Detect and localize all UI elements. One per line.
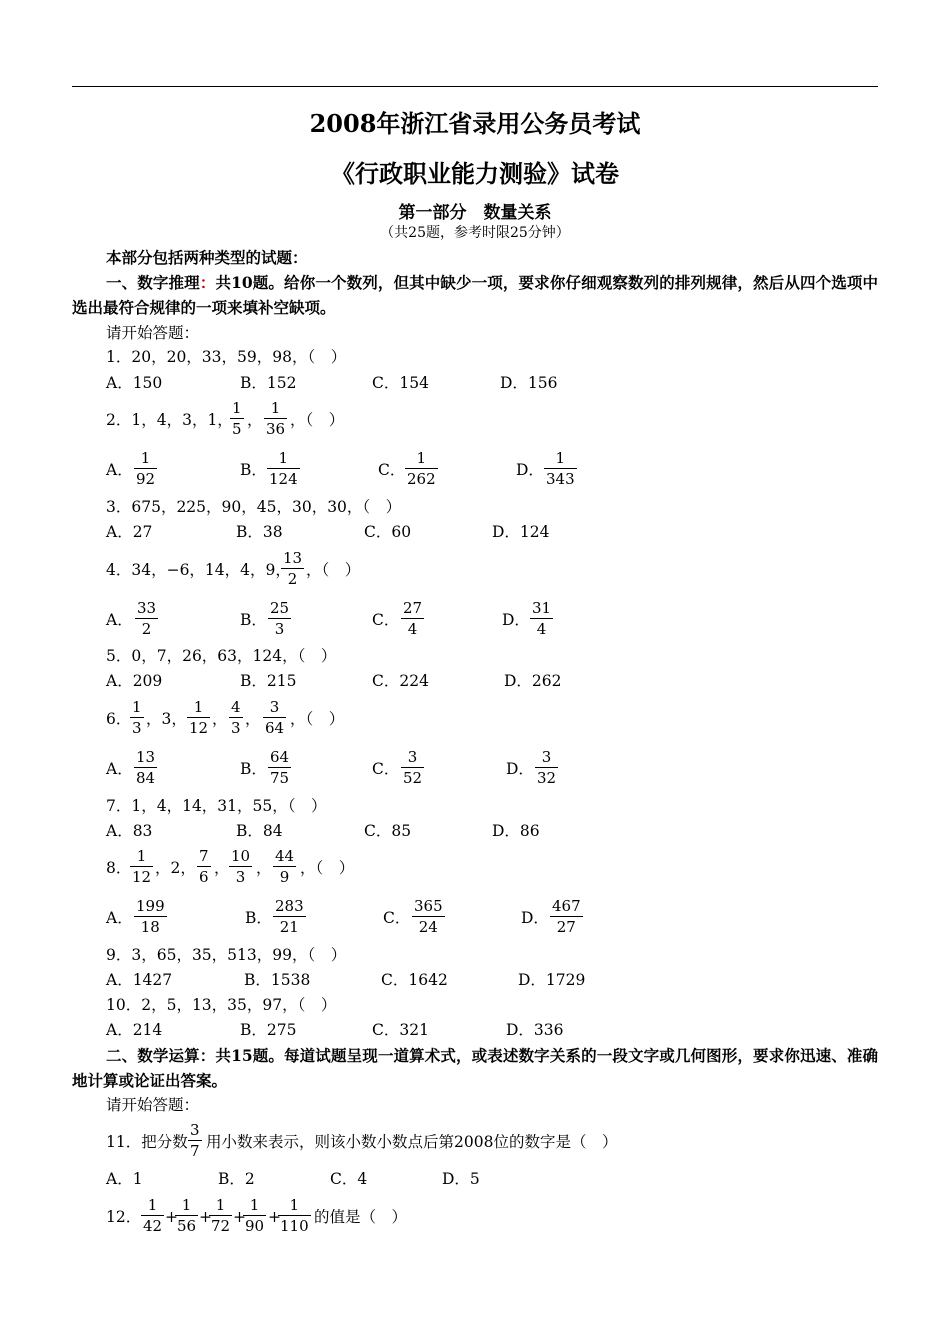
q2-stem: 2．1，4，3，1， [106, 411, 233, 429]
q8-fraction-4: $\frac{44}{9}$ [275, 847, 295, 886]
q4-option-d: D． [502, 611, 530, 629]
q1-option-d: D．156 [500, 374, 558, 392]
q2-tail: ，（ ） [290, 411, 345, 429]
q4-option-a: A． [106, 611, 133, 629]
q8-separator-3: ， [256, 859, 272, 877]
q8-option-d: D． [521, 909, 549, 927]
q9-option-a: A．1427 [106, 971, 173, 989]
section2-start: 请开始答题： [106, 1096, 200, 1114]
q1-option-c: C．154 [372, 374, 429, 392]
q4-option-c: C． [372, 611, 400, 629]
q12-fraction-2: $\frac{1}{56}$ [177, 1196, 197, 1235]
q12-plus-1: + [165, 1208, 178, 1226]
q12-fraction-1: $\frac{1}{42}$ [143, 1196, 163, 1235]
q8-option-b: B． [245, 909, 272, 927]
q1-option-b: B．152 [240, 374, 297, 392]
q8-fraction-3: $\frac{10}{3}$ [231, 847, 251, 886]
q3-stem: 3．675，225，90，45，30，30，（ ） [106, 498, 402, 516]
q5-option-d: D．262 [504, 672, 562, 690]
q11-stem-suffix: 用小数来表示，则该小数小数点后第2008位的数字是（ ） [206, 1133, 618, 1151]
q2-option-d-fraction: $\frac{1}{343}$ [546, 449, 575, 488]
section1-colon: ： [199, 273, 216, 292]
q11-fraction: $\frac{3}{7}$ [190, 1121, 200, 1160]
q2-option-d: D． [516, 461, 544, 479]
q2-fraction-1: $\frac{1}{5}$ [232, 399, 242, 438]
q12-plus-2: + [199, 1208, 212, 1226]
q4-option-b-fraction: $\frac{25}{3}$ [270, 599, 290, 638]
q1-stem: 1．20，20，33，59，98，（ ） [106, 348, 347, 366]
part-heading: 第一部分 数量关系 [398, 203, 552, 223]
q2-option-a: A． [106, 461, 133, 479]
q8-option-d-fraction: $\frac{467}{27}$ [552, 897, 581, 936]
q8-option-c-fraction: $\frac{365}{24}$ [414, 897, 443, 936]
q3-option-d: D．124 [492, 523, 550, 541]
q2-option-c: C． [378, 461, 406, 479]
q6-separator-3: ， [245, 710, 261, 728]
q6-option-d-fraction: $\frac{3}{32}$ [537, 748, 557, 787]
q5-option-a: A．209 [106, 672, 163, 690]
q7-stem: 7．1，4，14，31，55，（ ） [106, 797, 327, 815]
q9-option-b: B．1538 [244, 971, 311, 989]
q10-option-c: C．321 [372, 1021, 429, 1039]
q10-option-d: D．336 [506, 1021, 564, 1039]
time-note: （共25题，参考时限25分钟） [380, 225, 570, 241]
q11-option-c: C．4 [330, 1170, 368, 1188]
q3-option-b: B．38 [236, 523, 283, 541]
q1-option-a: A．150 [106, 374, 163, 392]
q8-option-a-fraction: $\frac{199}{18}$ [136, 897, 165, 936]
q2-option-b-fraction: $\frac{1}{124}$ [269, 449, 298, 488]
q4-stem: 4．34，−6，14，4，9， [106, 561, 291, 579]
q3-option-a: A．27 [106, 523, 153, 541]
q2-separator: ， [247, 411, 263, 429]
q11-option-b: B．2 [218, 1170, 255, 1188]
q12-plus-4: + [268, 1208, 281, 1226]
top-rule [72, 86, 878, 87]
q7-option-a: A．83 [106, 822, 153, 840]
q8-option-a: A． [106, 909, 133, 927]
q12-fraction-4: $\frac{1}{90}$ [245, 1196, 265, 1235]
q6-stem: 6． [106, 710, 132, 728]
q12-prefix: 12． [106, 1208, 142, 1226]
q7-option-c: C．85 [364, 822, 412, 840]
q4-option-d-fraction: $\frac{31}{4}$ [532, 599, 552, 638]
exam-title: 2008年浙江省录用公务员考试 [309, 109, 641, 138]
section1-start: 请开始答题： [106, 324, 200, 342]
q8-option-c: C． [383, 909, 411, 927]
section1-instructions [72, 270, 878, 320]
q11-stem-prefix: 11．把分数 [106, 1133, 188, 1151]
exam-subtitle: 《行政职业能力测验》试卷 [331, 159, 619, 188]
q2-fraction-2: $\frac{1}{36}$ [266, 399, 286, 438]
q6-option-a-fraction: $\frac{13}{84}$ [136, 748, 156, 787]
section1-description: 共10题。给你一个数列，但其中缺少一项，要求你仔细观察数列的排列规律，然后从四个选项中选出最符合规律的一项来填补空缺项。 [72, 273, 878, 317]
q6-fraction-4: $\frac{3}{64}$ [265, 698, 285, 737]
q9-stem: 9．3，65，35，513，99，（ ） [106, 946, 347, 964]
q6-separator-2: ， [212, 710, 228, 728]
q8-tail: ，（ ） [300, 859, 355, 877]
q4-tail: ，（ ） [306, 561, 361, 579]
q12-suffix: 的值是（ ） [314, 1208, 408, 1226]
q8-fraction-2: $\frac{7}{6}$ [199, 847, 209, 886]
q6-option-b: B． [240, 760, 267, 778]
q3-option-c: C．60 [364, 523, 412, 541]
q10-stem: 10．2，5，13，35，97，（ ） [106, 996, 337, 1014]
q9-option-d: D．1729 [518, 971, 586, 989]
q4-option-b: B． [240, 611, 267, 629]
q6-fraction-3: $\frac{4}{3}$ [231, 698, 241, 737]
section1-title: 一、数字推理 [106, 273, 200, 292]
q5-option-c: C．224 [372, 672, 429, 690]
q4-option-c-fraction: $\frac{27}{4}$ [403, 599, 423, 638]
q6-tail: ，（ ） [290, 710, 345, 728]
q7-option-d: D．86 [492, 822, 540, 840]
q4-fraction: $\frac{13}{2}$ [283, 549, 303, 588]
q12-fraction-3: $\frac{1}{72}$ [211, 1196, 231, 1235]
q6-option-a: A． [106, 760, 133, 778]
q12-plus-3: + [233, 1208, 246, 1226]
section2-instructions: 二、数学运算：共15题。每道试题呈现一道算术式，或表述数字关系的一段文字或几何图形，要求你迅速、准确地计算或论证出答案。 [72, 1046, 878, 1090]
q6-option-c: C． [372, 760, 400, 778]
q2-option-b: B． [240, 461, 267, 479]
q8-middle: ，2， [155, 859, 196, 877]
q6-option-c-fraction: $\frac{3}{52}$ [403, 748, 423, 787]
q5-option-b: B．215 [240, 672, 297, 690]
q8-separator-2: ， [214, 859, 230, 877]
q8-stem: 8． [106, 859, 132, 877]
q6-fraction-2: $\frac{1}{12}$ [189, 698, 209, 737]
q6-option-d: D． [506, 760, 534, 778]
q2-option-a-fraction: $\frac{1}{92}$ [136, 449, 156, 488]
q5-stem: 5．0，7，26，63，124，（ ） [106, 647, 337, 665]
q4-option-a-fraction: $\frac{33}{2}$ [137, 599, 157, 638]
intro-text: 本部分包括两种类型的试题： [106, 248, 308, 267]
q2-option-c-fraction: $\frac{1}{262}$ [407, 449, 436, 488]
q8-fraction-1: $\frac{1}{12}$ [132, 847, 152, 886]
q11-option-a: A．1 [106, 1170, 143, 1188]
q12-fraction-5: $\frac{1}{110}$ [280, 1196, 309, 1235]
q11-option-d: D．5 [442, 1170, 480, 1188]
q6-option-b-fraction: $\frac{64}{75}$ [270, 748, 290, 787]
q6-middle: ，3， [146, 710, 187, 728]
q6-fraction-1: $\frac{1}{3}$ [132, 698, 142, 737]
q7-option-b: B．84 [236, 822, 283, 840]
q10-option-a: A．214 [106, 1021, 163, 1039]
q8-option-b-fraction: $\frac{283}{21}$ [275, 897, 304, 936]
q9-option-c: C．1642 [381, 971, 448, 989]
q10-option-b: B．275 [240, 1021, 297, 1039]
